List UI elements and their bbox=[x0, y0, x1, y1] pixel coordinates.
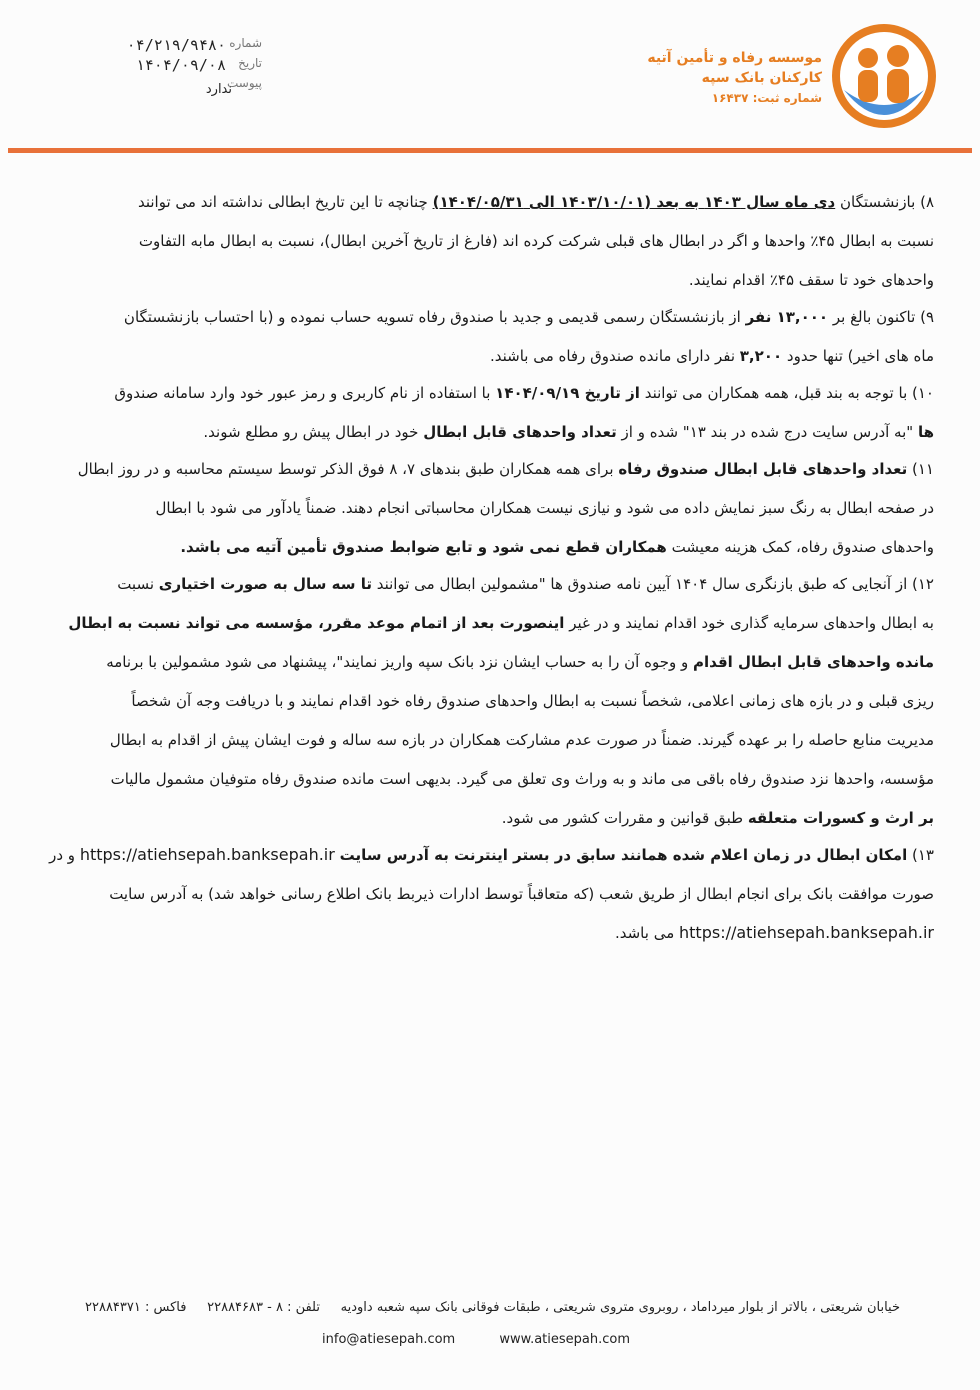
bold-text: از تاریخ ۱۴۰۴/۰۹/۱۹ bbox=[495, 384, 640, 402]
text-span: ماه های اخیر) تنها حدود bbox=[786, 347, 934, 365]
bold-text: تعداد واحدهای قابل ابطال bbox=[423, 423, 617, 441]
paragraph-line: واحدهای خود تا سقف ۴۵٪ اقدام نمایند. bbox=[688, 271, 934, 289]
text-span: واحدهای صندوق رفاه، کمک هزینه معیشت bbox=[671, 538, 934, 556]
footer-email[interactable]: info@atiesepah.com bbox=[322, 1332, 456, 1347]
letter-date-value: ۱۴۰۴/۰۹/۰۸ bbox=[135, 56, 226, 74]
letter-attachment-value: ندارد bbox=[205, 82, 232, 97]
footer-contact-line bbox=[85, 1300, 900, 1315]
letter-date-label: تاریخ bbox=[238, 56, 262, 70]
paragraph-line: صورت موافقت بانک برای انجام ابطال از طریق شعب (که متعاقباً توسط ادارات ذیربط بانک اطلاع رسانی خواهد شد) به آدرس سایت bbox=[109, 885, 934, 903]
text-span: نفر دارای مانده صندوق رفاه می باشند. bbox=[489, 347, 735, 365]
text-span: نسبت bbox=[117, 575, 154, 593]
text-span: طبق قوانین و مقررات کشور می شود. bbox=[501, 809, 744, 827]
paragraph-line: در صفحه ابطال به رنگ سبز نمایش داده می شود و نیازی نیست همکاران محاسباتی انجام دهند. ضمناً یادآور می شود با ابطال bbox=[155, 499, 934, 517]
paragraph-10 bbox=[78, 381, 934, 444]
paragraph-line: مدیریت منابع حاصله را بر عهده گیرند. ضمناً در صورت عدم مشارکت همکاران در بازه سه ساله و فوت ایشان پیش از اقدام به ابطال bbox=[109, 731, 934, 749]
bold-text: ۱۳,۰۰۰ نفر bbox=[745, 308, 829, 326]
letter-attachment-label: پیوست bbox=[227, 76, 262, 90]
paragraph-line bbox=[78, 535, 934, 559]
text-span: ۱۱) bbox=[912, 460, 934, 478]
text-span: و در bbox=[49, 846, 76, 864]
paragraph-line bbox=[78, 572, 934, 596]
text-span: ۱۳) bbox=[912, 846, 934, 864]
paragraph-line bbox=[49, 843, 934, 867]
paragraph-line bbox=[78, 921, 934, 945]
website-link[interactable]: https://atiehsepah.banksepah.ir bbox=[79, 845, 335, 864]
bold-text: تعداد واحدهای قابل ابطال صندوق رفاه bbox=[618, 460, 908, 478]
text-span: "به آدرس سایت درج شده در بند ۱۳" شده و از bbox=[621, 423, 914, 441]
bold-text: امکان ابطال در زمان اعلام شده همانند سابق در بستر اینترنت به آدرس سایت bbox=[339, 846, 908, 864]
paragraph-line: نسبت به ابطال ۴۵٪ واحدها و اگر در ابطال های قبلی شرکت کرده اند (فارغ از تاریخ آخرین ابطال)، نسبت به ابطال مابه التفاوت bbox=[138, 232, 934, 250]
text-span: با استفاده از نام کاربری و رمز عبور خود وارد سامانه صندوق bbox=[114, 384, 491, 402]
text-span: ۸) بازنشستگان bbox=[839, 193, 934, 211]
text-span: ۱۰) با توجه به بند قبل، همه همکاران می توانند bbox=[644, 384, 934, 402]
text-span: چنانچه تا این تاریخ ابطالی نداشته اند می توانند bbox=[137, 193, 428, 211]
letter-attachment-row bbox=[92, 76, 262, 96]
letter-number-label: شماره bbox=[229, 36, 262, 50]
paragraph-line bbox=[68, 611, 934, 635]
org-name-line2: کارکنان بانک سپه bbox=[701, 70, 822, 86]
org-name-block bbox=[647, 48, 822, 108]
paragraph-line bbox=[78, 806, 934, 830]
letter-number-row bbox=[92, 36, 262, 56]
bold-text: ۳,۲۰۰ bbox=[739, 347, 783, 365]
text-span: می باشد. bbox=[614, 924, 675, 942]
org-name-line1: موسسه رفاه و تأمین آتیه bbox=[647, 50, 822, 66]
bold-text: ها bbox=[917, 423, 934, 441]
footer-website[interactable]: www.atiesepah.com bbox=[499, 1332, 630, 1347]
bold-text: مانده واحدهای قابل ابطال اقدام bbox=[693, 653, 934, 671]
text-span: ۱۲) از آنجایی که طبق بازنگری سال ۱۴۰۴ آیین نامه صندوق ها "مشمولین ابطال می توانند bbox=[376, 575, 934, 593]
letter-number-value: ۰۴/۲۱۹/۹۴۸۰ bbox=[126, 36, 226, 54]
text-span: و وجوه آن را به حساب ایشان نزد بانک سپه واریز نمایند"، پیشنهاد می شود مشمولین با برنامه bbox=[106, 653, 689, 671]
bold-text: همکاران قطع نمی شود و تابع ضوابط صندوق تأمین آتیه می باشد. bbox=[180, 538, 667, 556]
paragraph-11 bbox=[78, 457, 934, 559]
text-span: ۹) تاکنون بالغ بر bbox=[832, 308, 934, 326]
text-span: برای همه همکاران طبق بندهای ۷، ۸ فوق الذکر توسط سیستم محاسبه و در روز ابطال bbox=[77, 460, 614, 478]
paragraph-8 bbox=[78, 190, 934, 292]
org-header bbox=[640, 20, 940, 130]
text-span: از بازنشستگان رسمی قدیمی و جدید با صندوق رفاه تسویه حساب نموده و (با احتساب بازنشستگان bbox=[123, 308, 741, 326]
bold-underlined-text: دی ماه سال ۱۴۰۳ به بعد (۱۴۰۳/۱۰/۰۱ الی ۱۴۰۴/۰۵/۳۱) bbox=[432, 193, 836, 211]
text-span: به ابطال واحدهای سرمایه گذاری خود اقدام نمایند و در غیر bbox=[569, 614, 934, 632]
footer-web-line bbox=[282, 1332, 630, 1347]
paragraph-line bbox=[78, 305, 934, 329]
letter-meta bbox=[92, 36, 262, 120]
text-span: خود در ابطال پیش رو مطلع شوند. bbox=[203, 423, 419, 441]
paragraph-12 bbox=[68, 572, 934, 830]
footer-phone: تلفن : ۸ - ۲۲۸۸۴۶۸۳ bbox=[207, 1300, 320, 1315]
org-registration: شماره ثبت: ۱۶۴۳۷ bbox=[711, 91, 822, 105]
header-divider bbox=[8, 148, 972, 153]
paragraph-line: مؤسسه، واحدها نزد صندوق رفاه باقی می ماند و به وراث وی تعلق می گیرد. بدیهی است مانده صندوق رفاه متوفیان مشمول مالیات bbox=[110, 770, 934, 788]
bold-text: اینصورت بعد از اتمام موعد مقرر، مؤسسه می تواند نسبت به ابطال bbox=[68, 614, 565, 632]
letter-body bbox=[49, 190, 934, 958]
paragraph-line bbox=[78, 190, 934, 214]
bold-text: تا سه سال به صورت اختیاری bbox=[158, 575, 372, 593]
paragraph-line bbox=[78, 381, 934, 405]
footer-address: خیابان شریعتی ، بالاتر از بلوار میرداماد ، روبروی متروی شریعتی ، طبقات فوقانی بانک سپه شعبه داودیه bbox=[340, 1300, 900, 1315]
org-logo-icon bbox=[828, 20, 940, 132]
bold-text: بر ارث و کسورات متعلقه bbox=[747, 809, 934, 827]
paragraph-line bbox=[78, 457, 934, 481]
paragraph-line bbox=[78, 650, 934, 674]
footer-fax: فاکس : ۲۲۸۸۴۳۷۱ bbox=[85, 1300, 187, 1315]
paragraph-line bbox=[78, 344, 934, 368]
paragraph-line bbox=[78, 420, 934, 444]
website-link[interactable]: https://atiehsepah.banksepah.ir bbox=[679, 923, 934, 942]
letter-date-row bbox=[92, 56, 262, 76]
paragraph-13 bbox=[49, 843, 934, 945]
paragraph-9 bbox=[78, 305, 934, 368]
paragraph-line: ریزی قبلی و در بازه های زمانی اعلامی، شخصاً نسبت به ابطال واحدهای صندوق رفاه خود اقدام نمایند و با دریافت وجه آن شخصاً bbox=[131, 692, 934, 710]
